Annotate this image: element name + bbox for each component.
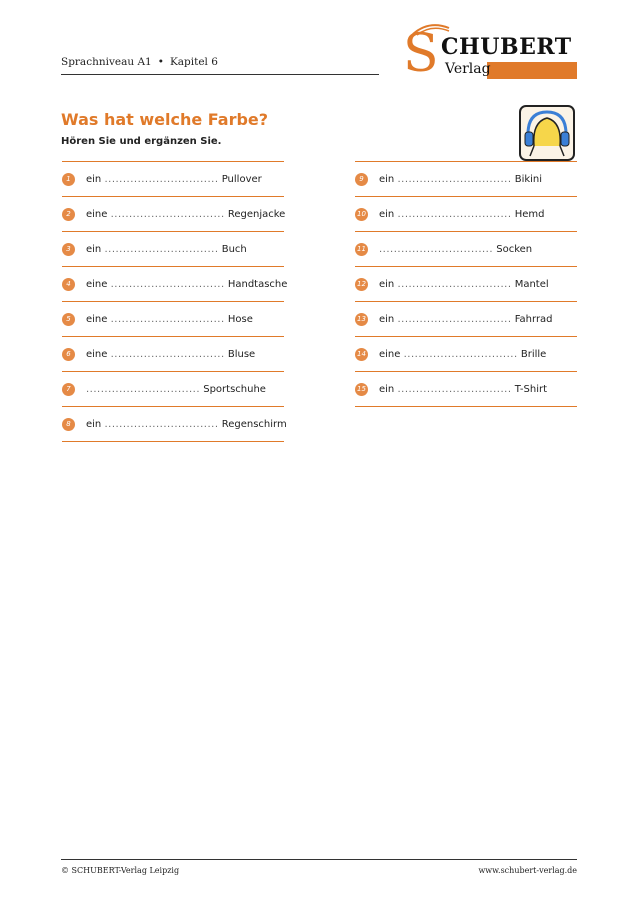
logo-name: CHUBERT: [441, 34, 572, 60]
exercise-item: [62, 267, 288, 302]
noun: Regenschirm: [221, 418, 287, 430]
answer-blank[interactable]: ...............................: [110, 278, 225, 290]
article: ein: [379, 313, 395, 325]
noun: Buch: [221, 243, 247, 255]
item-number-badge: 12: [355, 278, 368, 291]
instruction: Hören Sie und ergänzen Sie.: [61, 136, 222, 147]
exercise-item: [62, 197, 284, 232]
noun: Mantel: [514, 278, 549, 290]
item-text: [86, 349, 255, 360]
noun: Regenjacke: [227, 208, 286, 220]
footer-divider: [61, 859, 577, 860]
article: eine: [86, 348, 108, 360]
exercise-column-right: [355, 161, 577, 407]
noun: Fahrrad: [514, 313, 553, 325]
noun: Pullover: [221, 173, 262, 185]
item-number-badge: 3: [62, 243, 75, 256]
exercise-column-left: [62, 161, 288, 442]
exercise-item: [355, 162, 577, 197]
item-text: [86, 174, 262, 185]
answer-blank[interactable]: ...............................: [379, 243, 494, 255]
article: ein: [379, 278, 395, 290]
noun: Bluse: [227, 348, 256, 360]
item-number-badge: 10: [355, 208, 368, 221]
article: eine: [379, 348, 401, 360]
level-label: Sprachniveau A1: [61, 56, 152, 68]
item-text: [86, 314, 253, 325]
footer-copyright: © SCHUBERT-Verlag Leipzig: [61, 866, 180, 875]
noun: Bikini: [514, 173, 543, 185]
exercise-item: [62, 337, 284, 372]
exercise-item: [355, 337, 577, 372]
exercise-item: [62, 302, 284, 337]
item-text: [379, 314, 553, 325]
article: ein: [379, 173, 395, 185]
chapter-label: Kapitel 6: [169, 56, 218, 68]
noun: Brille: [520, 348, 547, 360]
item-text: [86, 419, 287, 430]
answer-blank[interactable]: ...............................: [104, 418, 219, 430]
header-title: [61, 56, 218, 68]
item-number-badge: 13: [355, 313, 368, 326]
noun: Socken: [496, 243, 533, 255]
article: ein: [379, 383, 395, 395]
article: ein: [86, 243, 102, 255]
item-number-badge: 1: [62, 173, 75, 186]
item-text: [86, 384, 266, 395]
noun: Hose: [227, 313, 253, 325]
answer-blank[interactable]: ...............................: [110, 348, 225, 360]
header-divider: [61, 74, 379, 75]
exercise-item: [355, 232, 577, 267]
exercise-item: [62, 162, 284, 197]
item-text: [379, 244, 532, 255]
answer-blank[interactable]: ...............................: [403, 348, 518, 360]
article: eine: [86, 313, 108, 325]
item-text: [379, 279, 549, 290]
exercise-item: [62, 407, 287, 442]
item-number-badge: 2: [62, 208, 75, 221]
item-number-badge: 4: [62, 278, 75, 291]
answer-blank[interactable]: ...............................: [110, 208, 225, 220]
exercise-item: [355, 302, 577, 337]
logo-letter: S: [403, 24, 439, 84]
exercise-item: [355, 197, 577, 232]
article: eine: [86, 278, 108, 290]
item-number-badge: 8: [62, 418, 75, 431]
article: eine: [86, 208, 108, 220]
noun: Handtasche: [227, 278, 288, 290]
noun: Sportschuhe: [203, 383, 266, 395]
item-number-badge: 14: [355, 348, 368, 361]
item-number-badge: 15: [355, 383, 368, 396]
item-text: [379, 209, 544, 220]
answer-blank[interactable]: ...............................: [397, 313, 512, 325]
answer-blank[interactable]: ...............................: [110, 313, 225, 325]
item-number-badge: 11: [355, 243, 368, 256]
exercise-item: [62, 372, 284, 407]
exercise-item: [62, 232, 284, 267]
answer-blank[interactable]: ...............................: [397, 278, 512, 290]
item-number-badge: 6: [62, 348, 75, 361]
exercise-item: [355, 372, 577, 407]
item-text: [379, 174, 542, 185]
logo-sub: Verlag: [441, 61, 487, 80]
answer-blank[interactable]: ...............................: [104, 243, 219, 255]
exercise-item: [355, 267, 577, 302]
answer-blank[interactable]: ...............................: [104, 173, 219, 185]
item-text: [379, 349, 546, 360]
article: ein: [379, 208, 395, 220]
item-text: [86, 244, 247, 255]
item-text: [86, 279, 287, 290]
article: ein: [86, 418, 102, 430]
header-separator: •: [157, 56, 164, 68]
item-number-badge: 9: [355, 173, 368, 186]
item-number-badge: 7: [62, 383, 75, 396]
item-number-badge: 5: [62, 313, 75, 326]
footer-website: www.schubert-verlag.de: [478, 866, 577, 875]
item-text: [379, 384, 547, 395]
page-title: Was hat welche Farbe?: [61, 110, 269, 129]
publisher-logo: [403, 22, 583, 84]
article: ein: [86, 173, 102, 185]
answer-blank[interactable]: ...............................: [397, 173, 512, 185]
noun: Hemd: [514, 208, 545, 220]
noun: T-Shirt: [514, 383, 547, 395]
answer-blank[interactable]: ...............................: [86, 383, 201, 395]
answer-blank[interactable]: ...............................: [397, 383, 512, 395]
headphones-icon: [518, 104, 576, 162]
answer-blank[interactable]: ...............................: [397, 208, 512, 220]
item-text: [86, 209, 285, 220]
